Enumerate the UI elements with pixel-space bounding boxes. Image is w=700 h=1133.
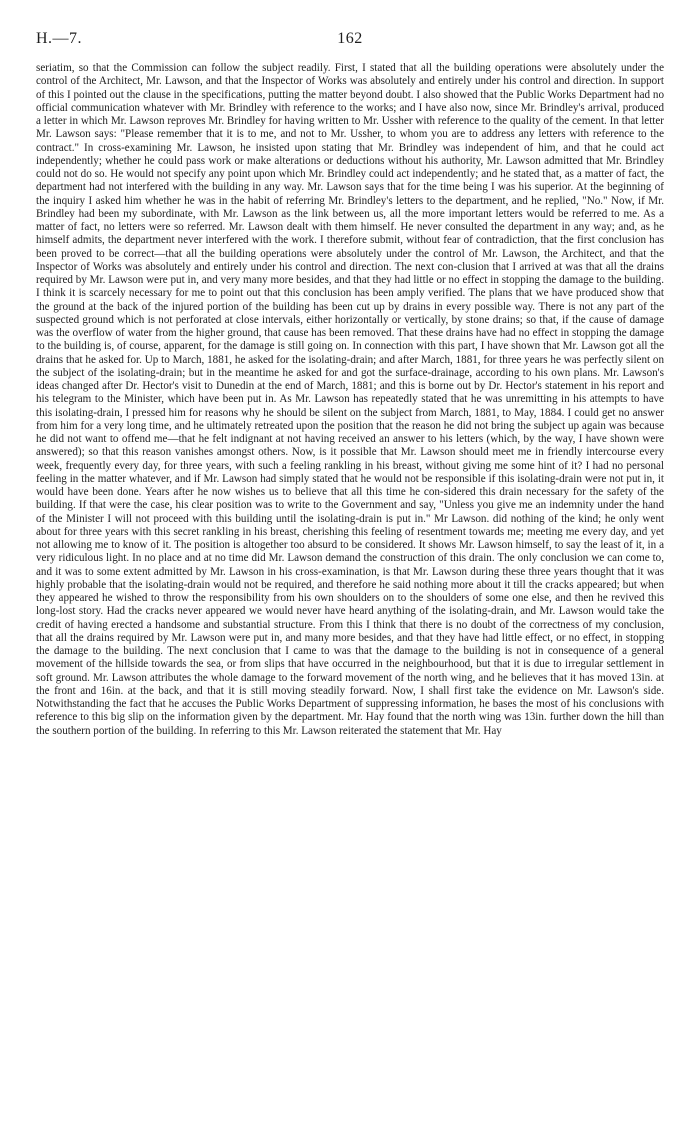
document-reference: H.—7. <box>36 30 83 47</box>
page-header <box>36 30 664 52</box>
page-number: 162 <box>337 30 363 47</box>
body-text <box>36 62 664 1112</box>
paragraph: seriatim, so that the Commission can follow the subject readily. First, I stated that all the building operations were absolutely under the control of the Architect, Mr. Lawson, and that the Inspector of Works was absolutely and entirely under his control and direction. In support of this I pointed out the clause in the specifications, putting the matter beyond doubt. I also showed that the Public Works Department had no official communication whatever with Mr. Brindley with reference to the works; and I have also now, since Mr. Brindley's arrival, produced a letter in which Mr. Lawson reproves Mr. Brindley for having written to Mr. Ussher with reference to the quality of the cement. In that letter Mr. Lawson says: "Please remember that it is to me, and not to Mr. Ussher, to whom you are to address any letters with reference to the contract." In cross-examining Mr. Lawson, he insisted upon stating that Mr. Brindley was independent of him, and that he could act independently; whether he could pass work or make alterations or deductions without his authority, Mr. Lawson admitted that Mr. Brindley could not do so. He would not specify any point upon which Mr. Brindley could act independently; and he stated that, as a matter of fact, the department had not interfered with the building in any way. Mr. Lawson says that for the time being I was his superior. At the beginning of the inquiry I asked him whether he was in the habit of referring Mr. Brindley's letters to the department, and he replied, "No." Now, if Mr. Brindley had been my subordinate, with Mr. Lawson as the link between us, all the more important letters would be referred to me. As a matter of fact, no letters were so referred. Mr. Lawson dealt with them himself. He never consulted the department in any way; and, as he himself admits, the department never interfered with the work. I therefore submit, without fear of contradiction, that the first conclusion has been proved to be correct—that all the building operations were absolutely under the control of Mr. Lawson, the Architect, and that the Inspector of Works was absolutely and entirely under his control and direction. The next con-clusion that I arrived at was that all the drains required by Mr. Lawson were put in, and very many more besides, and that they had little or no effect in stopping the damage to the building. I think it is scarcely necessary for me to point out that this conclusion has been amply verified. The plans that we have produced show that the ground at the back of the injured portion of the building has been cut up by drains in every possible way. There is not any part of the suspected ground which is not perforated at close intervals, either horizontally or vertically, by stone drains; so that, if the cause of damage was the overflow of water from the higher ground, that cause has been removed. That these drains have had no effect in stopping the damage to the building is, of course, apparent, for the damage is still going on. In connection with this part, I have shown that Mr. Lawson got all the drains that he asked for. Up to March, 1881, he asked for the isolating-drain; and after March, 1881, for three years he was perfectly silent on the subject of the isolating-drain; but in the meantime he asked for and got the surface-drainage, according to his own plans. Mr. Lawson's ideas changed after Dr. Hector's visit to Dunedin at the end of March, 1881; and this is borne out by Dr. Hector's statement in his report and his telegram to the Minister, which have been put in. As Mr. Lawson has repeatedly stated that he was unremitting in his attempts to have this isolating-drain, I pressed him for reasons why he should be silent on the subject from March, 1881, to May, 1884. I could get no answer from him for a very long time, and he ultimately retreated upon the position that the reason he did not bring the subject up again was because he did not want to offend me—that he felt indignant at not having received an answer to his letters (which, by the way, I have shown were answered); so that this reason vanishes amongst others. Now, is it possible that Mr. Lawson should meet me in friendly intercourse every week, frequently every day, for three years, with such a feeling rankling in his breast, without giving me some hint of it? I had no personal feeling in the matter whatever, and if Mr. Lawson had simply stated that he would not be responsible if this isolating-drain were not put in, it would have been done. Years after he now wishes us to believe that all this time he con-sidered this drain necessary for the safety of the building. If that were the case, his clear position was to write to the Government and say, "Unless you give me an indemnity under the hand of the Minister I will not proceed with this building until the isolating-drain is put in." Mr Lawson. did nothing of the kind; he only went about for three years with this secret rankling in his breast, cherishing this feeling of resentment towards me; meeting me every day, and yet not allowing me to know of it. The position is altogether too absurd to be considered. It shows Mr. Lawson himself, to say the least of it, in a very ridiculous light. In no place and at no time did Mr. Lawson demand the construction of this drain. The only conclusion we can come to, and it was to some extent admitted by Mr. Lawson in his cross-examination, is that Mr. Lawson during these three years thought that it was highly probable that the isolating-drain would not be required, and therefore he said nothing more about it till the cracks appeared; but when they appeared he wished to throw the responsibility from his own shoulders on to the shoulders of some one else, and then he revived this long-lost story. Had the cracks never appeared we would never have heard anything of the isolating-drain, and Mr. Lawson would take the credit of having erected a handsome and substantial structure. From this I think that there is no doubt of the correctness of my conclusion, that all the drains required by Mr. Lawson were put in, and many more besides, and that they have had little effect, or no effect, in stopping the damage to the building. The next conclusion that I came to was that the damage to the building is not in consequence of a general movement of the hillside towards the sea, or from slips that have occurred in the neighbourhood, but that it is due to irregular settlement in soft ground. Mr. Lawson attributes the whole damage to the forward movement of the north wing, and he believes that it has moved 13in. at the front and 16in. at the back, and that it is still moving steadily forward. Now, I shall first take the evidence on Mr. Lawson's side. Notwithstanding the fact that he accuses the Public Works Department of suppressing information, he bases the most of his conclusions with reference to this big slip on the information given by the department. Mr. Hay found that the north wing was 13in. further down the hill than the southern portion of the building. In referring to this Mr. Lawson reiterated the statement that Mr. Hay <box>36 62 664 737</box>
